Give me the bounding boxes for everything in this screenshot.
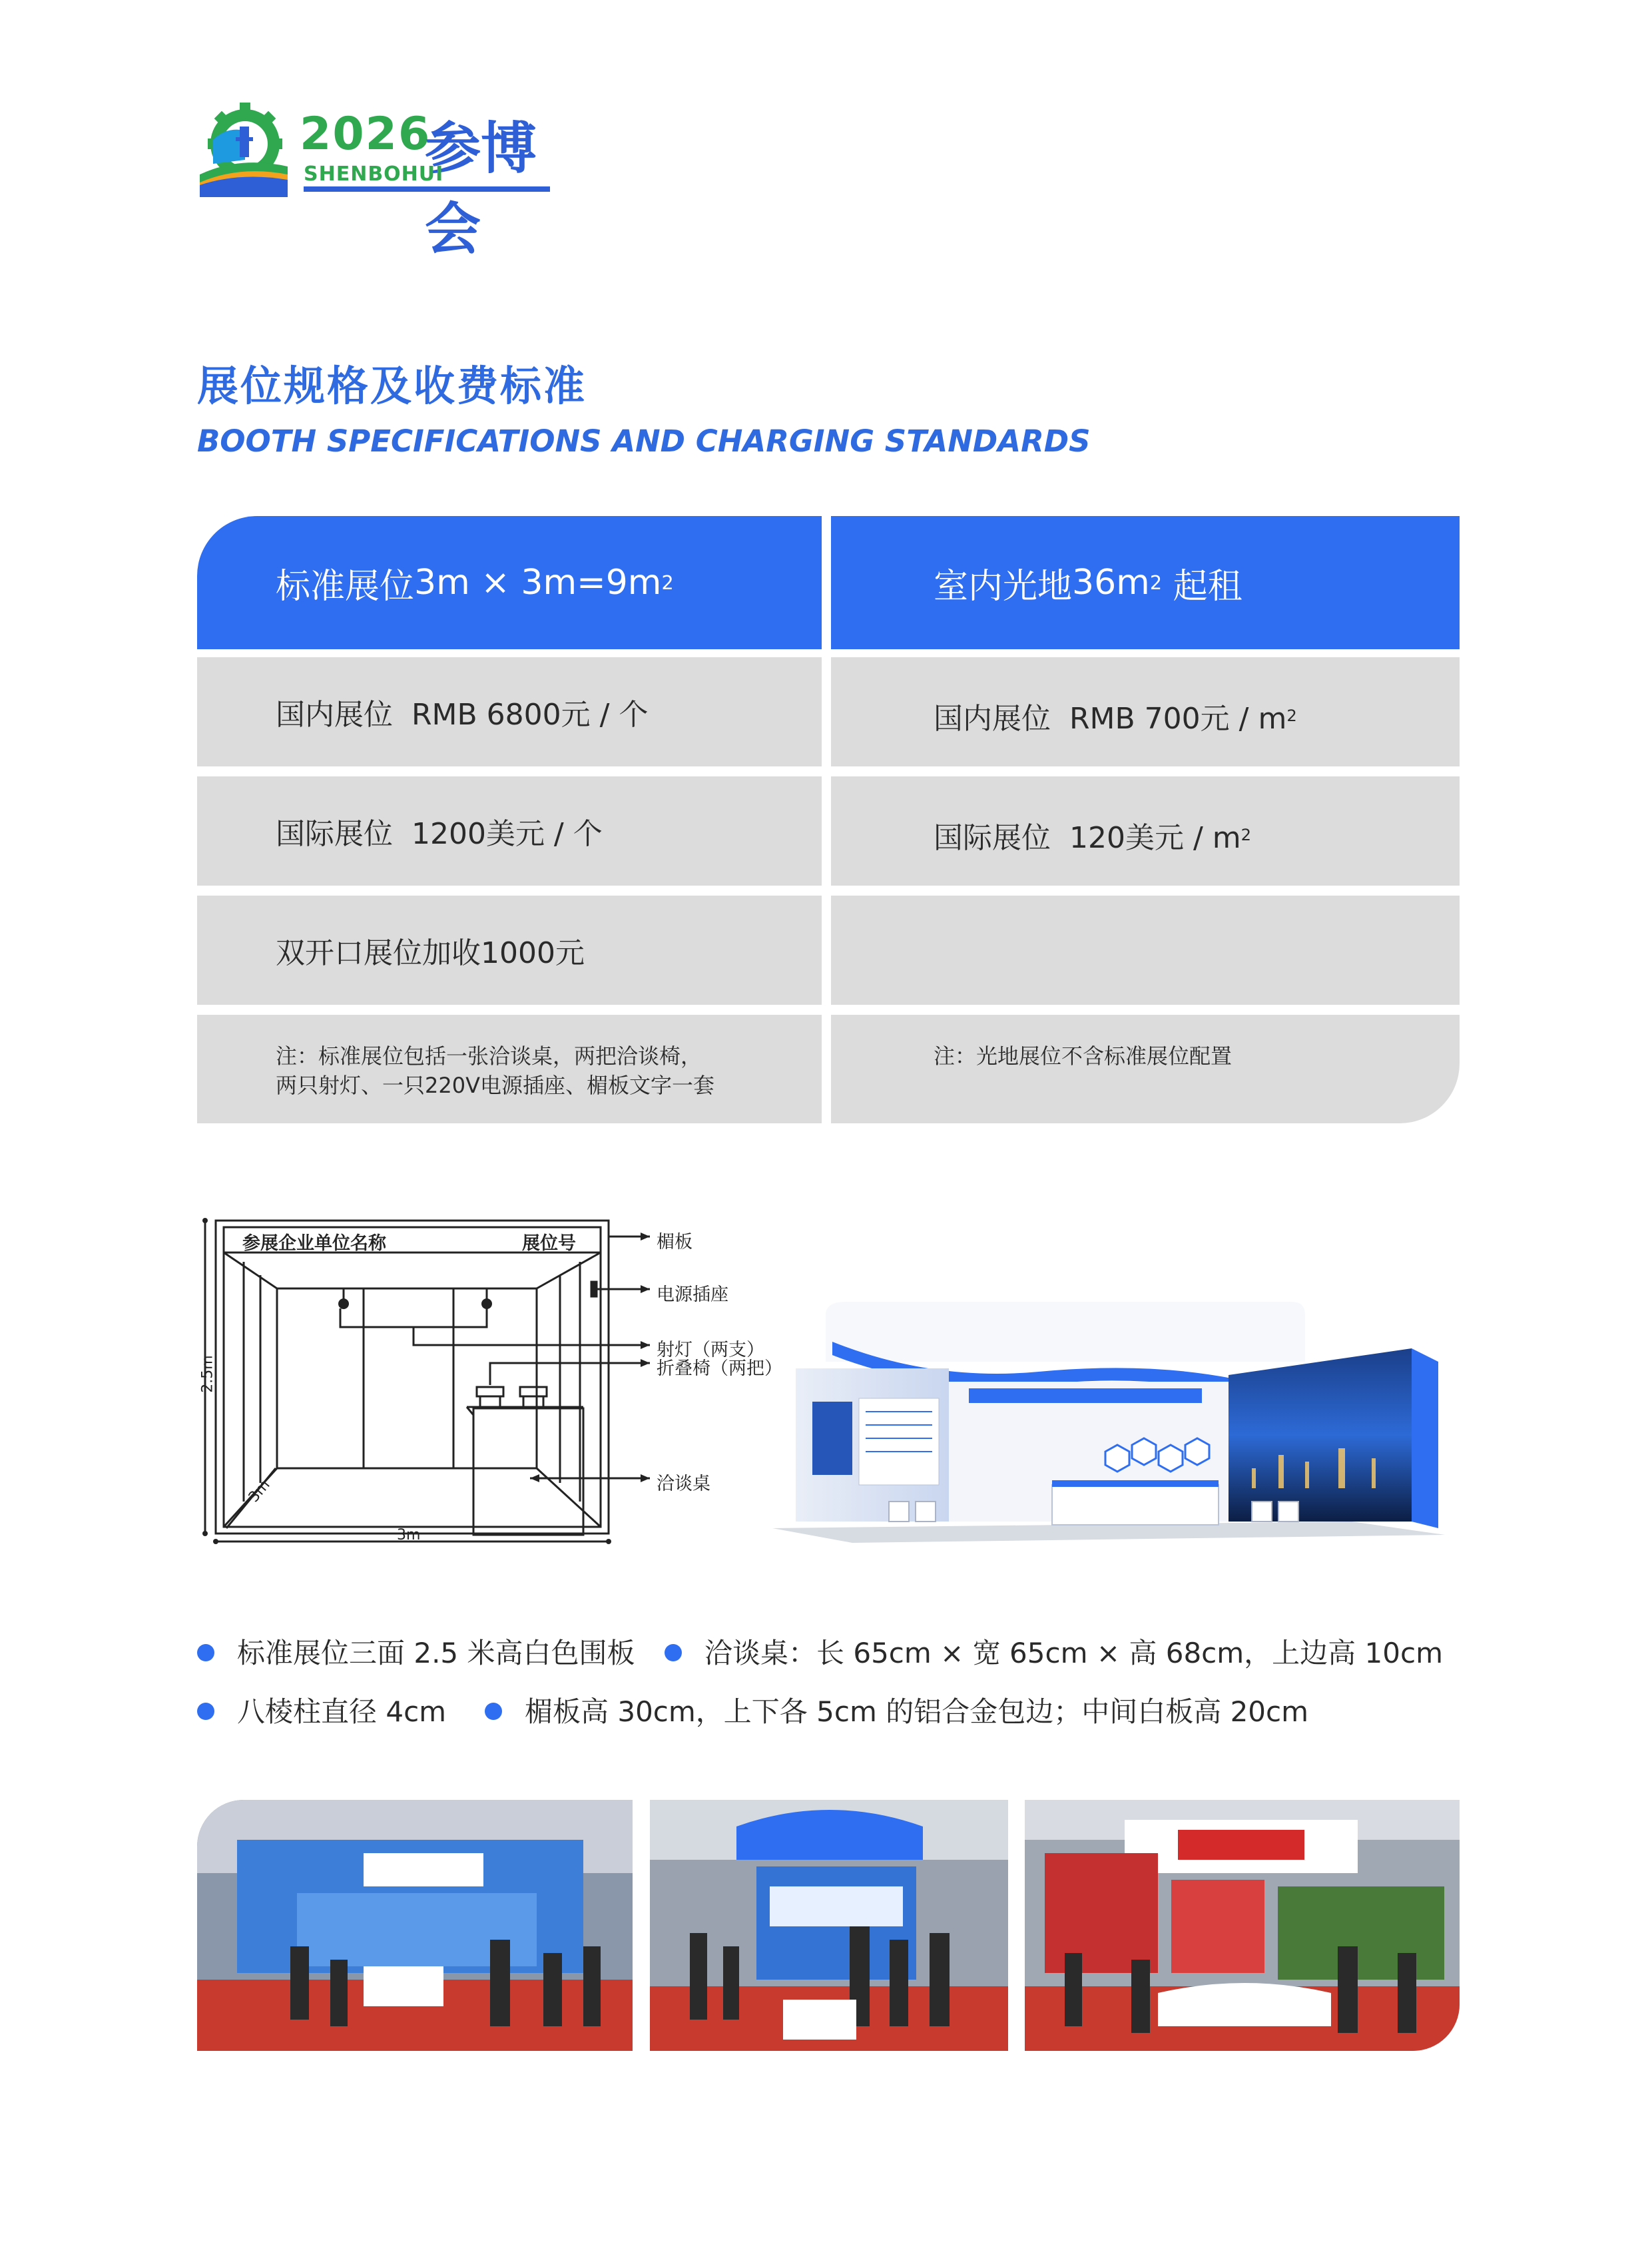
note-standard-line-2: 两只射灯、一只220V电源插座、楣板文字一套 — [276, 1073, 714, 1098]
cell-domestic-raw: 国内展位 RMB 700元 / m 2 — [831, 657, 1460, 766]
logo-year: 2026 — [300, 108, 431, 160]
dimension-depth: 3m — [245, 1476, 274, 1506]
pricing-table — [197, 516, 1460, 1123]
cell-international-raw: 国际展位 120美元 / m 2 — [831, 776, 1460, 886]
expo-hall-photo — [650, 1800, 1008, 2051]
standard-booth-diagram — [197, 1209, 796, 1555]
bullet-fascia-height — [485, 1690, 1308, 1730]
logo-underline — [304, 186, 550, 192]
header-standard-label: 标准展位 — [276, 566, 415, 607]
note-standard-line-1: 注：标准展位包括一张洽谈桌，两把洽谈椅， — [276, 1043, 702, 1069]
booth-render-image — [772, 1302, 1445, 1555]
exhibition-photo-1 — [197, 1800, 633, 2051]
shenbohui-logo — [193, 100, 566, 262]
bullet-pillar-diameter — [197, 1690, 446, 1730]
logo-chinese-name: 参博会 — [425, 116, 537, 262]
header-raw-space: 室内光地 36m 2 起租 — [831, 516, 1460, 649]
header-raw-label: 室内光地 — [934, 566, 1073, 607]
bullet-wall-panels-text: 标准展位三面 2.5 米高白色围板 — [237, 1637, 635, 1669]
cell-international-raw-text: 国际展位 120美元 / m — [934, 821, 1241, 855]
cell-international-standard: 国际展位 1200美元 / 个 — [197, 776, 822, 886]
label-power-socket: 电源插座 — [657, 1284, 728, 1305]
dimension-width: 3m — [397, 1527, 421, 1543]
cell-domestic-standard: 国内展位 RMB 6800元 / 个 — [197, 657, 822, 766]
custom-booth-render — [772, 1302, 1445, 1555]
exhibition-photo-2 — [650, 1800, 1008, 2051]
header-standard-size: 3m × 3m=9m — [414, 563, 662, 603]
bullet-dot-icon — [665, 1644, 682, 1661]
gear-emblem-icon — [193, 100, 293, 200]
page-title-english: BOOTH SPECIFICATIONS AND CHARGING STANDARDS — [197, 423, 1091, 459]
label-negotiation-desk: 洽谈桌 — [657, 1474, 710, 1494]
bullet-pillar-diameter-text: 八棱柱直径 4cm — [237, 1695, 447, 1728]
note-raw-space: 注：光地展位不含标准展位配置 — [831, 1015, 1460, 1123]
header-raw-suffix: 起租 — [1162, 566, 1242, 607]
label-folding-chairs: 折叠椅（两把） — [657, 1358, 782, 1379]
bullet-dot-icon — [197, 1644, 214, 1661]
cell-domestic-raw-text: 国内展位 RMB 700元 / m — [934, 702, 1287, 736]
bullet-wall-panels — [197, 1631, 635, 1671]
logo-english-name: SHENBOHUI — [304, 162, 444, 186]
bullet-desk-size — [665, 1631, 1443, 1671]
bullet-dot-icon — [485, 1703, 502, 1720]
label-fascia: 楣板 — [657, 1232, 692, 1253]
booth-line-drawing — [197, 1209, 796, 1555]
dimension-height: 2.5m — [199, 1355, 216, 1393]
bullet-desk-size-text: 洽谈桌：长 65cm × 宽 65cm × 高 68cm，上边高 10cm — [704, 1637, 1443, 1669]
exhibition-photo-3 — [1025, 1800, 1460, 2051]
note-standard-booth — [197, 1015, 822, 1123]
expo-booth-photo — [197, 1800, 633, 2051]
header-standard-booth: 标准展位 3m × 3m=9m 2 — [197, 516, 822, 649]
fascia-company-text: 参展企业单位名称 — [242, 1233, 386, 1254]
bullet-dot-icon — [197, 1703, 214, 1720]
bullet-fascia-height-text: 楣板高 30cm，上下各 5cm 的铝合金包边；中间白板高 20cm — [525, 1695, 1309, 1728]
seafood-booth-photo — [1025, 1800, 1460, 2051]
header-raw-size: 36m — [1072, 563, 1150, 603]
page-title-chinese: 展位规格及收费标准 — [197, 362, 587, 410]
cell-empty — [831, 896, 1460, 1005]
label-spotlight: 射灯（两支） — [657, 1340, 764, 1360]
fascia-booth-number-text: 展位号 — [522, 1233, 576, 1254]
cell-double-open-surcharge: 双开口展位加收1000元 — [197, 896, 822, 1005]
